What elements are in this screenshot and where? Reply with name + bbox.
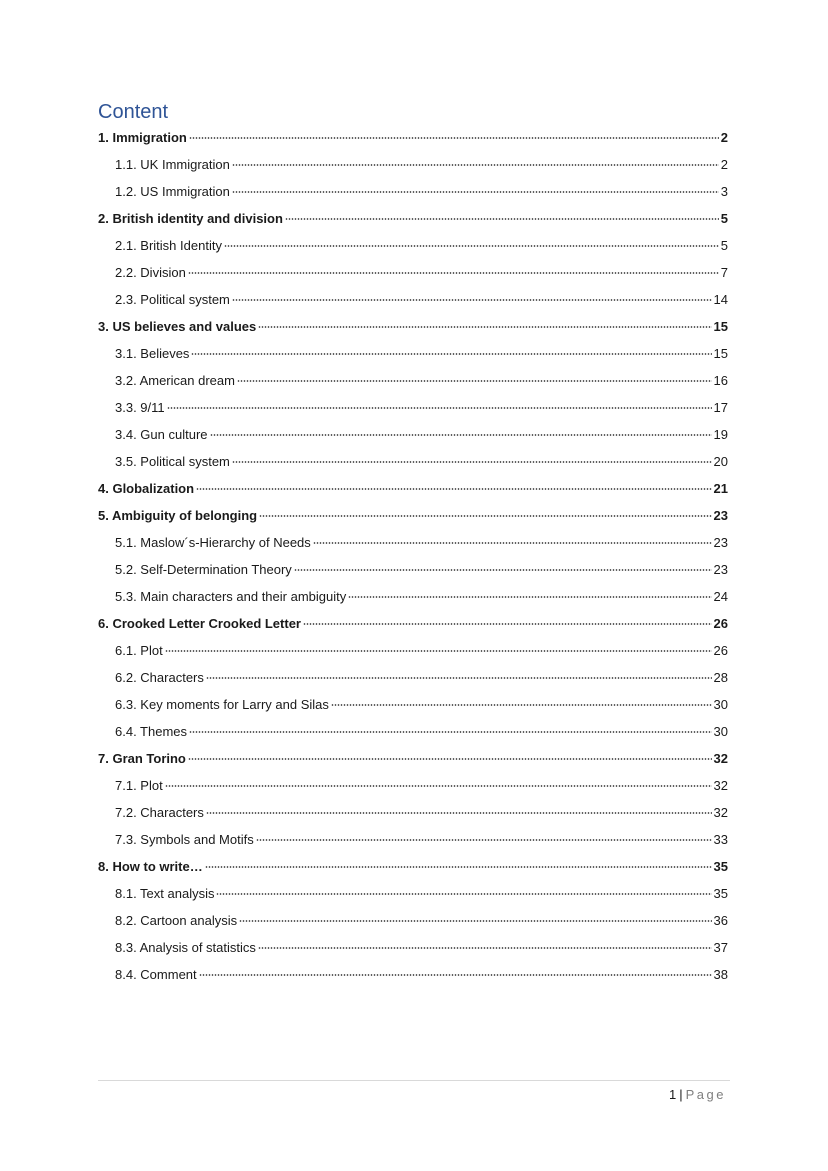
toc-entry-label: 2.1. British Identity bbox=[115, 238, 222, 253]
toc-dot-leader bbox=[206, 812, 712, 814]
toc-entry-page-number: 32 bbox=[713, 805, 728, 820]
toc-entry-page-number: 5 bbox=[720, 211, 728, 226]
toc-entry-label: 3.2. American dream bbox=[115, 373, 235, 388]
toc-section-entry[interactable] bbox=[98, 529, 728, 556]
toc-dot-leader bbox=[239, 920, 711, 922]
toc-entry-label: 3.5. Political system bbox=[115, 454, 230, 469]
toc-dot-leader bbox=[210, 434, 712, 436]
toc-section-entry[interactable] bbox=[98, 664, 728, 691]
toc-dot-leader bbox=[256, 839, 712, 841]
toc-entry-label: 4. Globalization bbox=[98, 481, 195, 496]
toc-entry-page-number: 2 bbox=[720, 157, 728, 172]
toc-dot-leader bbox=[285, 218, 719, 220]
toc-dot-leader bbox=[224, 245, 719, 247]
toc-dot-leader bbox=[259, 515, 711, 517]
toc-dot-leader bbox=[258, 947, 712, 949]
toc-entry-page-number: 7 bbox=[720, 265, 728, 280]
toc-entry-label: 8. How to write… bbox=[98, 859, 203, 874]
toc-entry-label: 5.1. Maslow´s-Hierarchy of Needs bbox=[115, 535, 311, 550]
toc-section-entry[interactable] bbox=[98, 961, 728, 988]
toc-entry-page-number: 23 bbox=[713, 562, 728, 577]
toc-entry-label: 1.2. US Immigration bbox=[115, 184, 230, 199]
toc-entry-page-number: 35 bbox=[713, 886, 728, 901]
toc-section-entry[interactable] bbox=[98, 286, 728, 313]
toc-section-entry[interactable] bbox=[98, 583, 728, 610]
toc-section-entry[interactable] bbox=[98, 340, 728, 367]
toc-entry-label: 3.4. Gun culture bbox=[115, 427, 208, 442]
toc-entry-page-number: 24 bbox=[713, 589, 728, 604]
toc-entry-page-number: 30 bbox=[713, 724, 728, 739]
toc-chapter-entry[interactable] bbox=[98, 124, 728, 151]
toc-entry-page-number: 37 bbox=[713, 940, 728, 955]
toc-entry-page-number: 19 bbox=[713, 427, 728, 442]
toc-section-entry[interactable] bbox=[98, 232, 728, 259]
toc-chapter-entry[interactable] bbox=[98, 502, 728, 529]
toc-section-entry[interactable] bbox=[98, 394, 728, 421]
toc-dot-leader bbox=[196, 488, 711, 490]
footer-divider bbox=[98, 1080, 730, 1081]
toc-dot-leader bbox=[216, 893, 711, 895]
toc-dot-leader bbox=[167, 407, 712, 409]
toc-dot-leader bbox=[188, 758, 712, 760]
toc-entry-page-number: 36 bbox=[713, 913, 728, 928]
toc-dot-leader bbox=[303, 623, 712, 625]
toc-entry-page-number: 35 bbox=[713, 859, 728, 874]
toc-entry-label: 6.2. Characters bbox=[115, 670, 204, 685]
toc-section-entry[interactable] bbox=[98, 718, 728, 745]
footer-separator: | bbox=[679, 1087, 683, 1102]
toc-section-entry[interactable] bbox=[98, 259, 728, 286]
toc-dot-leader bbox=[232, 164, 719, 166]
footer-page-word: Page bbox=[685, 1087, 726, 1102]
toc-entry-label: 2. British identity and division bbox=[98, 211, 283, 226]
page-footer bbox=[669, 1086, 726, 1104]
toc-entry-label: 7.2. Characters bbox=[115, 805, 204, 820]
toc-entry-page-number: 33 bbox=[713, 832, 728, 847]
toc-section-entry[interactable] bbox=[98, 448, 728, 475]
toc-entry-page-number: 20 bbox=[713, 454, 728, 469]
toc-section-entry[interactable] bbox=[98, 556, 728, 583]
toc-entry-label: 6. Crooked Letter Crooked Letter bbox=[98, 616, 301, 631]
toc-section-entry[interactable] bbox=[98, 880, 728, 907]
toc-entry-label: 1.1. UK Immigration bbox=[115, 157, 230, 172]
toc-chapter-entry[interactable] bbox=[98, 475, 728, 502]
toc-section-entry[interactable] bbox=[98, 772, 728, 799]
toc-entry-label: 3. US believes and values bbox=[98, 319, 257, 334]
toc-section-entry[interactable] bbox=[98, 421, 728, 448]
toc-entry-page-number: 30 bbox=[713, 697, 728, 712]
toc-entry-label: 5.2. Self-Determination Theory bbox=[115, 562, 292, 577]
toc-entry-label: 5. Ambiguity of belonging bbox=[98, 508, 258, 523]
toc-entry-label: 3.1. Believes bbox=[115, 346, 190, 361]
toc-dot-leader bbox=[232, 299, 712, 301]
toc-section-entry[interactable] bbox=[98, 178, 728, 205]
toc-section-entry[interactable] bbox=[98, 367, 728, 394]
toc-entry-page-number: 17 bbox=[713, 400, 728, 415]
toc-entry-label: 3.3. 9/11 bbox=[115, 400, 165, 415]
toc-entry-page-number: 23 bbox=[713, 535, 728, 550]
toc-entry-label: 8.1. Text analysis bbox=[115, 886, 215, 901]
toc-dot-leader bbox=[165, 650, 712, 652]
toc-entry-page-number: 15 bbox=[713, 319, 728, 334]
toc-entry-label: 2.2. Division bbox=[115, 265, 186, 280]
toc-chapter-entry[interactable] bbox=[98, 853, 728, 880]
toc-dot-leader bbox=[205, 866, 712, 868]
toc-entry-label: 5.3. Main characters and their ambiguity bbox=[115, 589, 347, 604]
toc-dot-leader bbox=[331, 704, 712, 706]
toc-dot-leader bbox=[294, 569, 712, 571]
toc-entry-label: 2.3. Political system bbox=[115, 292, 230, 307]
toc-dot-leader bbox=[189, 731, 712, 733]
toc-entry-page-number: 38 bbox=[713, 967, 728, 982]
toc-section-entry[interactable] bbox=[98, 151, 728, 178]
table-of-contents bbox=[98, 124, 728, 988]
toc-chapter-entry[interactable] bbox=[98, 610, 728, 637]
toc-entry-page-number: 26 bbox=[713, 616, 728, 631]
toc-section-entry[interactable] bbox=[98, 691, 728, 718]
toc-dot-leader bbox=[199, 974, 712, 976]
toc-section-entry[interactable] bbox=[98, 907, 728, 934]
toc-entry-page-number: 5 bbox=[720, 238, 728, 253]
toc-section-entry[interactable] bbox=[98, 826, 728, 853]
toc-section-entry[interactable] bbox=[98, 934, 728, 961]
toc-dot-leader bbox=[188, 272, 719, 274]
toc-entry-label: 6.1. Plot bbox=[115, 643, 163, 658]
toc-entry-label: 7. Gran Torino bbox=[98, 751, 186, 766]
toc-entry-label: 7.1. Plot bbox=[115, 778, 163, 793]
toc-entry-page-number: 26 bbox=[713, 643, 728, 658]
toc-dot-leader bbox=[165, 785, 712, 787]
toc-dot-leader bbox=[232, 191, 719, 193]
footer-page-number: 1 bbox=[669, 1087, 677, 1102]
toc-entry-page-number: 16 bbox=[713, 373, 728, 388]
toc-entry-page-number: 2 bbox=[720, 130, 728, 145]
toc-dot-leader bbox=[313, 542, 712, 544]
toc-entry-label: 1. Immigration bbox=[98, 130, 187, 145]
toc-entry-page-number: 3 bbox=[720, 184, 728, 199]
toc-dot-leader bbox=[232, 461, 712, 463]
toc-dot-leader bbox=[237, 380, 712, 382]
toc-entry-page-number: 32 bbox=[713, 751, 728, 766]
toc-dot-leader bbox=[258, 326, 711, 328]
toc-entry-label: 8.2. Cartoon analysis bbox=[115, 913, 238, 928]
toc-dot-leader bbox=[206, 677, 712, 679]
toc-dot-leader bbox=[191, 353, 711, 355]
toc-entry-page-number: 14 bbox=[713, 292, 728, 307]
toc-dot-leader bbox=[348, 596, 711, 598]
toc-entry-label: 6.3. Key moments for Larry and Silas bbox=[115, 697, 329, 712]
toc-entry-page-number: 23 bbox=[713, 508, 728, 523]
toc-title: Content bbox=[98, 101, 169, 123]
toc-entry-label: 6.4. Themes bbox=[115, 724, 188, 739]
toc-section-entry[interactable] bbox=[98, 799, 728, 826]
toc-dot-leader bbox=[189, 137, 719, 139]
toc-chapter-entry[interactable] bbox=[98, 205, 728, 232]
toc-entry-page-number: 15 bbox=[713, 346, 728, 361]
toc-entry-page-number: 21 bbox=[713, 481, 728, 496]
toc-chapter-entry[interactable] bbox=[98, 745, 728, 772]
toc-section-entry[interactable] bbox=[98, 637, 728, 664]
toc-entry-page-number: 28 bbox=[713, 670, 728, 685]
toc-entry-label: 8.3. Analysis of statistics bbox=[115, 940, 256, 955]
toc-chapter-entry[interactable] bbox=[98, 313, 728, 340]
toc-entry-label: 7.3. Symbols and Motifs bbox=[115, 832, 254, 847]
toc-entry-label: 8.4. Comment bbox=[115, 967, 197, 982]
toc-entry-page-number: 32 bbox=[713, 778, 728, 793]
